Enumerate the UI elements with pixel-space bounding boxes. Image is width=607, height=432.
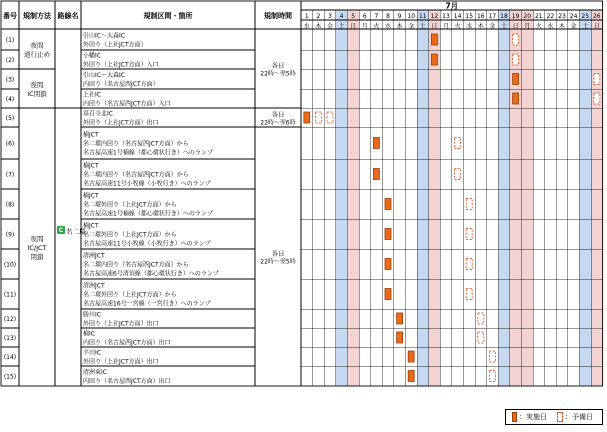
row-number: (7) [5, 171, 15, 179]
calendar-date: 14 [453, 13, 462, 20]
calendar-weekday: 水 [466, 23, 473, 30]
calendar-weekday: 土 [500, 23, 508, 30]
calendar-weekday: 木 [558, 23, 566, 30]
calendar-date: 2 [316, 13, 321, 20]
calendar-weekday: 木 [396, 23, 403, 30]
calendar-date: 13 [442, 13, 450, 20]
row-number: (12) [3, 316, 17, 323]
calendar-weekday: 水 [547, 23, 554, 30]
calendar-date: 22 [546, 13, 555, 20]
row-number: (3) [5, 76, 15, 84]
section-line: 外回り（上社JCT方面）出口 [83, 119, 159, 127]
calendar-weekday: 金 [570, 23, 577, 30]
road-name: 名二環 [66, 227, 86, 236]
holiday-column [429, 10, 441, 386]
section-line: 楠JCT [83, 192, 99, 200]
calendar-date: 15 [465, 13, 474, 20]
calendar-date: 8 [386, 13, 390, 20]
planned-day-swatch-icon [557, 412, 563, 422]
row-number: (10) [3, 261, 17, 269]
section-line: 基百寺北IC [83, 110, 113, 118]
section-line: 名二環外回り（上社JCT方面）から [83, 231, 177, 239]
method-label: 夜間 [30, 235, 44, 243]
planned-day-mark [315, 112, 321, 123]
planned-day-mark [489, 371, 495, 382]
section-line: 名古屋高速1号楠線（都心環状行き）へのランプ [83, 149, 213, 157]
section-line: 内回り（名古屋西JCT方面）出口 [83, 378, 171, 385]
planned-day-mark [594, 93, 600, 104]
calendar-weekday: 木 [477, 23, 484, 30]
done-day-mark [373, 138, 379, 149]
saturday-column [498, 10, 510, 386]
time-label-hours: 22時～翌5時 [260, 258, 296, 266]
legend [505, 409, 603, 425]
calendar-weekday: 金 [489, 23, 496, 30]
holiday-column [347, 10, 359, 386]
legend-done-label: ：実施日 [519, 413, 547, 421]
planned-day-mark [455, 169, 461, 180]
planned-day-mark [466, 199, 472, 210]
done-day-mark [408, 351, 414, 362]
row-number: (14) [3, 354, 17, 361]
done-day-swatch-icon [512, 412, 517, 422]
calendar-date: 6 [362, 13, 367, 20]
header-time: 規制時間 [264, 12, 292, 20]
planned-day-mark [466, 259, 472, 270]
calendar-weekday: 土 [419, 23, 426, 30]
section-line: 内回り（名古屋西JCT方面）入口 [83, 100, 171, 108]
time-label-day: 各日 [271, 61, 285, 70]
calendar-date: 12 [430, 13, 439, 20]
header-no: 番号 [3, 12, 17, 20]
section-line: 名古屋高速1号楠線（都心環状行き）へのランプ [83, 210, 213, 218]
calendar-weekday: 月 [361, 23, 368, 30]
section-line: 清洲JCT [83, 282, 105, 290]
section-line: 名二環内回り（名古屋西JCT方面）から [83, 171, 189, 179]
row-number: (5) [5, 115, 15, 122]
done-day-mark [385, 199, 391, 210]
calendar-weekday: 金 [326, 23, 334, 30]
calendar-date: 21 [534, 13, 543, 20]
header-section: 規制区間・箇所 [143, 12, 193, 20]
section-line: 引山IC～大森IC [83, 32, 125, 40]
section-line: 内回り（名古屋西JCT方面） [83, 81, 159, 88]
calendar-date: 5 [351, 13, 356, 20]
calendar-weekday: 月 [442, 23, 450, 30]
done-day-mark [373, 169, 379, 180]
saturday-column [579, 10, 591, 386]
planned-day-mark [489, 351, 495, 362]
row-number: (2) [5, 57, 15, 64]
calendar-date: 3 [328, 13, 332, 20]
calendar-date: 20 [523, 13, 532, 20]
planned-day-mark [594, 74, 600, 85]
calendar-date: 26 [592, 13, 601, 20]
section-line: 名二環外回り（上社JCT方面）から [83, 201, 177, 209]
calendar-date: 10 [407, 13, 416, 20]
calendar-date: 25 [581, 13, 590, 20]
calendar-date: 18 [500, 13, 508, 20]
calendar-weekday: 火 [454, 23, 461, 30]
section-line: 内回り（名古屋西JCT方面）出口 [83, 339, 171, 347]
section-line: 清洲JCT [83, 252, 105, 260]
calendar-weekday: 火 [535, 23, 542, 30]
done-day-mark [431, 54, 437, 65]
done-day-mark [408, 371, 414, 382]
time-label-day: 各日 [271, 110, 285, 119]
section-line: 名二環内回り（名古屋西JCT方面）から [83, 261, 189, 269]
section-line: 清洲東IC [83, 369, 107, 376]
time-label-hours: 22時～翌6時 [260, 119, 296, 127]
calendar-date: 9 [397, 13, 402, 20]
calendar-weekday: 土 [582, 23, 589, 30]
holiday-column [521, 10, 533, 386]
section-line: 小幡IC [83, 52, 101, 60]
section-line: 外回り（上社JCT方面）出口 [83, 320, 159, 328]
calendar-weekday: 金 [408, 23, 415, 30]
section-line: 楠JCT [83, 222, 99, 230]
calendar-weekday: 日 [350, 23, 357, 30]
row-number: (13) [3, 335, 17, 342]
section-line: 引山IC～大森IC [83, 72, 125, 79]
calendar-weekday: 木 [315, 23, 322, 30]
section-line: 外回り（上社JCT方面）出口 [83, 358, 159, 366]
calendar-weekday: 水 [384, 23, 392, 30]
section-line: 楠JCT [83, 162, 99, 170]
calendar-date: 11 [418, 13, 427, 20]
row-number: (1) [5, 37, 15, 44]
saturday-column [417, 10, 429, 386]
calendar-weekday: 月 [524, 23, 531, 30]
calendar-date: 16 [476, 13, 485, 20]
planned-day-mark [466, 289, 472, 300]
calendar-weekday: 火 [373, 23, 380, 30]
section-line: 楠IC [83, 330, 95, 338]
section-line: 名二環外回り（上社JCT方面）から [83, 291, 177, 299]
planned-day-mark [327, 112, 333, 123]
section-line: 名二環内回り（名古屋西JCT方面）から [83, 140, 189, 148]
method-label: IC閉鎖 [27, 90, 47, 98]
calendar-date: 24 [569, 13, 578, 20]
calendar-date: 4 [339, 13, 344, 20]
section-line: 名古屋高速6号清須線（都心環状行き）へのランプ [83, 270, 219, 278]
row-number: (15) [3, 373, 17, 381]
header-road: 路線名 [57, 12, 79, 20]
planned-day-mark [513, 54, 519, 65]
row-number: (6) [5, 140, 15, 148]
calendar-weekday: 日 [593, 23, 600, 30]
calendar-date: 17 [488, 13, 497, 20]
method-label: 閉鎖 [30, 253, 44, 261]
section-line: 名古屋高速16号一宮線（一宮行き）へのランプ [83, 300, 211, 308]
done-day-mark [304, 112, 310, 123]
row-number: (9) [5, 231, 15, 239]
calendar-weekday: 日 [431, 23, 438, 30]
planned-day-mark [478, 313, 484, 324]
method-label: 通行止め [24, 50, 50, 59]
time-label-hours: 22時～翌5時 [260, 70, 296, 78]
row-number: (4) [5, 96, 15, 103]
section-line: 外回り（上社JCT方面） [83, 41, 147, 49]
row-number: (8) [5, 201, 15, 209]
section-line: 名古屋高速11号小牧線（小牧行き）へのランプ [83, 240, 211, 248]
calendar-weekday: 水 [303, 23, 310, 30]
calendar-weekday: 日 [512, 23, 519, 30]
row-number: (11) [3, 291, 17, 299]
done-day-mark [385, 289, 391, 300]
header-month: 7月 [445, 1, 459, 11]
planned-day-mark [513, 34, 519, 45]
calendar-date: 7 [374, 13, 379, 20]
legend-planned-label: ：予備日 [565, 413, 593, 421]
section-line: 外回り（上社JCT方面）入口 [83, 61, 159, 69]
calendar-date: 23 [558, 13, 566, 20]
planned-day-mark [478, 332, 484, 343]
method-label: 夜間 [30, 81, 44, 89]
calendar-date: 1 [304, 13, 309, 20]
calendar-date: 19 [511, 13, 520, 20]
section-line: 楠JCT [83, 131, 99, 139]
method-label: 夜間 [30, 41, 44, 50]
done-day-mark [513, 93, 519, 104]
header-method: 規制方法 [23, 12, 51, 20]
holiday-column [510, 10, 522, 386]
method-label: IC/JCT [27, 244, 47, 252]
done-day-mark [385, 259, 391, 270]
calendar-weekday: 土 [338, 23, 345, 30]
road-badge-letter: C [58, 227, 64, 235]
section-line: 勝川IC [83, 311, 101, 319]
section-line: 平田IC [83, 349, 101, 357]
done-day-mark [513, 74, 519, 85]
section-line: 上社IC [83, 91, 101, 99]
saturday-column [336, 10, 348, 386]
done-day-mark [431, 34, 437, 45]
section-line: 名古屋高速11号小牧線（小牧行き）へのランプ [83, 180, 211, 188]
planned-day-mark [466, 229, 472, 240]
done-day-mark [397, 332, 403, 343]
time-label-day: 各日 [271, 249, 285, 258]
done-day-mark [385, 229, 391, 240]
holiday-column [591, 10, 603, 386]
planned-day-mark [455, 138, 461, 149]
done-day-mark [397, 313, 403, 324]
